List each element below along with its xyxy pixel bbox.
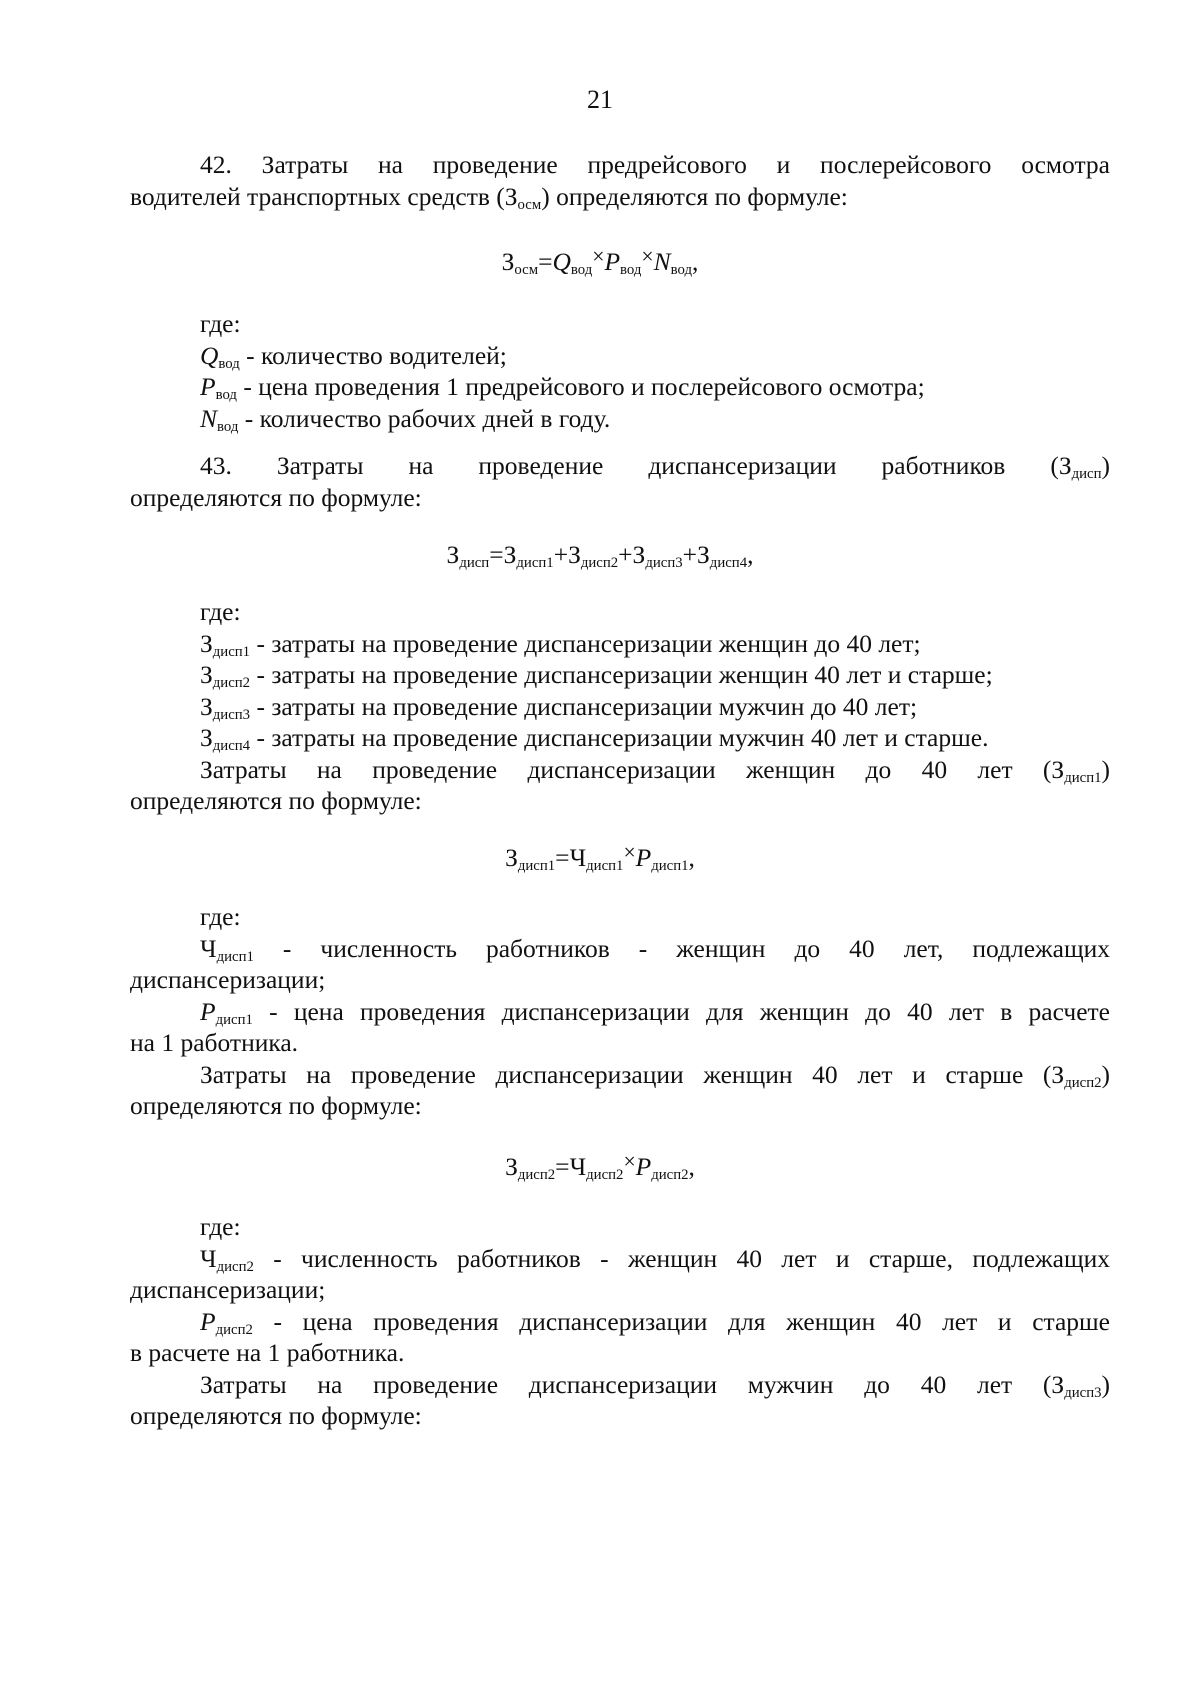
paragraph-43 xyxy=(130,450,1110,513)
definitions-disp xyxy=(130,596,1110,817)
text-line: на 1 работника. xyxy=(130,1028,299,1057)
definition-item: Qвод - количество водителей; xyxy=(200,340,507,372)
definition-item: Чдисп1 - численность работников - женщин до 40 лет, подлежащих xyxy=(200,933,1110,965)
definitions-disp1 xyxy=(130,901,1110,1122)
definition-item: Здисп1 - затраты на проведение диспансеризации женщин до 40 лет; xyxy=(200,628,921,660)
text-line: определяются по формуле: xyxy=(130,1401,422,1430)
definition-item: Чдисп2 - численность работников - женщин 40 лет и старше, подлежащих xyxy=(200,1243,1110,1275)
page-number: 21 xyxy=(587,85,613,114)
text-line: в расчете на 1 работника. xyxy=(130,1338,405,1367)
formula-disp: Здисп=Здисп1+Здисп2+Здисп3+Здисп4, xyxy=(446,540,754,572)
text-line: определяются по формуле: xyxy=(130,482,422,512)
definitions-osm xyxy=(130,308,1110,434)
where-label: где: xyxy=(200,1212,241,1241)
subscript: осм xyxy=(517,196,542,213)
definitions-disp2 xyxy=(130,1211,1110,1432)
definition-item: Здисп3 - затраты на проведение диспансеризации мужчин до 40 лет; xyxy=(200,691,918,723)
formula-osm: Зосм=Qвод×Pвод×Nвод, xyxy=(501,244,699,279)
text-line: ) определяются по формуле: xyxy=(541,181,848,211)
text-line: определяются по формуле: xyxy=(130,1091,422,1120)
text-line: 43. Затраты на проведение диспансеризации работников (З xyxy=(200,451,1072,480)
formula-disp2: Здисп2=Чдисп2×Pдисп2, xyxy=(505,1149,695,1184)
definition-item: Pдисп2 - цена проведения диспансеризации для женщин 40 лет и старше xyxy=(200,1306,1110,1338)
definition-item: Здисп2 - затраты на проведение диспансеризации женщин 40 лет и старше; xyxy=(200,660,993,692)
text-line: водителей транспортных средств (З xyxy=(130,181,518,211)
subscript: дисп xyxy=(1071,466,1102,483)
definition-item: Pдисп1 - цена проведения диспансеризации для женщин до 40 лет в расчете xyxy=(200,996,1110,1028)
text-line: диспансеризации; xyxy=(130,965,326,994)
text-line: ) xyxy=(1101,451,1110,480)
formula-disp1: Здисп1=Чдисп1×Pдисп1, xyxy=(505,840,695,875)
text-line: 42. Затраты на проведение предрейсового и послерейсового осмотра xyxy=(200,150,1110,179)
text-line: Затраты на проведение диспансеризации женщин до 40 лет (Здисп1) xyxy=(200,754,1110,786)
where-label: где: xyxy=(200,902,241,931)
definition-item: Здисп4 - затраты на проведение диспансеризации мужчин 40 лет и старше. xyxy=(200,723,989,755)
text-line: диспансеризации; xyxy=(130,1275,326,1304)
text-line: Затраты на проведение диспансеризации женщин 40 лет и старше (Здисп2) xyxy=(200,1059,1110,1091)
where-label: где: xyxy=(200,597,241,626)
where-label: где: xyxy=(200,309,241,338)
definition-item: Pвод - цена проведения 1 предрейсового и послерейсового осмотра; xyxy=(200,372,925,404)
text-line: определяются по формуле: xyxy=(130,786,422,815)
text-line: Затраты на проведение диспансеризации мужчин до 40 лет (Здисп3) xyxy=(200,1369,1110,1401)
definition-item: Nвод - количество рабочих дней в году. xyxy=(200,403,611,435)
paragraph-42 xyxy=(130,149,1110,212)
